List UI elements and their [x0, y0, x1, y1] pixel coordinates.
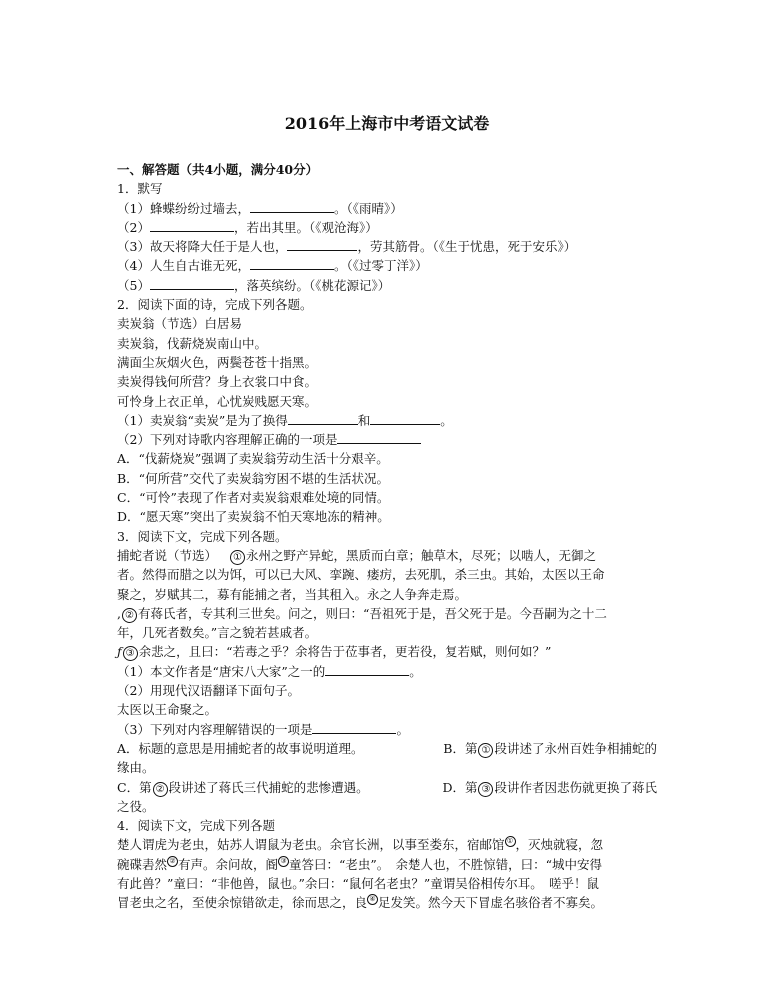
passage-line: 捕蛇者说（节选） ① 永州之野产异蛇，黑质而白章；触草木，尽死；以啮人，无御之 [117, 547, 596, 563]
q1-item-3: （3）故天将降大任于是人也， ，劳其筋骨。（《生于忧患，死于安乐》） [117, 239, 577, 255]
section-heading: 一、解答题（共4小题，满分40分） [117, 162, 319, 177]
poem-title: 卖炭翁（节选）白居易 [117, 316, 243, 332]
q3-sub-3: （3）下列对内容理解错误的一项是 。 [117, 721, 409, 737]
q3-translate-sentence: 太医以王命聚之。 [117, 702, 218, 718]
passage-line: 聚之，岁赋其二，募有能捕之者，当其租入。永之人争奔走焉。 [117, 586, 468, 602]
q3-option-d-cont: 之役。 [117, 798, 155, 814]
answer-blank[interactable] [287, 238, 357, 251]
poem-line: 卖炭得钱何所营？身上衣裳口中食。 [117, 374, 318, 390]
q1-item-1: （1）蜂蝶纷纷过墙去， 。（《雨晴》） [117, 200, 403, 216]
passage-line: , ② 有蒋氏者，专其利三世矣。问之，则曰：“吾祖死于是，吾父死于是。今吾嗣为之十二 [117, 605, 607, 621]
q1-item-4: （4）人生自古谁无死， 。（《过零丁洋》） [117, 258, 428, 274]
passage-line: 楚人谓虎为老虫，姑苏人谓鼠为老虫。余官长洲，以事至娄东，宿邮馆 ① ，灭烛就寝，忽 [117, 837, 604, 853]
q3-options-ab [117, 739, 657, 758]
poem-line: 可怜身上衣正单，心忧炭贱愿天寒。 [117, 393, 318, 409]
page-title: 2016年上海市中考语文试卷 [284, 114, 490, 133]
q1-item-5: （5） ，落英缤纷。（《桃花源记》） [117, 277, 391, 293]
passage-line: ƒ ③ 余悲之，且曰：“若毒之乎？余将告于莅事者，更若役，复若赋，则何如？” [117, 644, 552, 660]
q2-sub-1: （1）卖炭翁“卖炭”是为了换得 和 。 [117, 412, 453, 428]
answer-blank[interactable] [312, 721, 396, 734]
poem-line: 满面尘灰烟火色，两鬓苍苍十指黑。 [117, 354, 318, 370]
answer-blank[interactable] [250, 200, 334, 213]
passage-line: 者。然得而腊之以为饵，可以已大风、挛踠、瘘疠，去死肌，杀三虫。其始，太医以王命 [117, 567, 605, 583]
answer-blank[interactable] [150, 277, 234, 290]
q2-option-c[interactable]: C．“可怜”表现了作者对卖炭翁艰难处境的同情。 [117, 490, 390, 506]
answer-blank[interactable] [337, 431, 421, 444]
q3-option-d[interactable]: D．第 ③ 段讲作者因悲伤就更换了蒋氏 [442, 779, 657, 795]
q2-option-b[interactable]: B．“何所营”交代了卖炭翁穷困不堪的生活状况。 [117, 470, 389, 486]
q3-heading: 3．阅读下文，完成下列各题。 [117, 528, 288, 544]
answer-blank[interactable] [288, 412, 358, 425]
q3-option-c[interactable]: C．第 ② 段讲述了蒋氏三代捕蛇的悲惨遭遇。 [117, 779, 369, 795]
passage-line: 有此兽？”童曰：“非他兽，鼠也。”余曰：“鼠何名老虫？”童谓吴俗相传尔耳。 嗟乎！鼠 [117, 875, 599, 891]
answer-blank[interactable] [325, 663, 409, 676]
passage-line: 碗碟砉然 ② 有声。余问故，阍 ③ 童答曰：“老虫”。 余楚人也，不胜惊错，曰：“城中安得 [117, 856, 602, 872]
q3-sub-2: （2）用现代汉语翻译下面句子。 [117, 683, 300, 699]
passage-line: 冒老虫之名，至使余惊错欲走，徐而思之，良 ④ 足发笑。然今天下冒虚名骇俗者不寡矣。 [117, 895, 604, 911]
q2-option-d[interactable]: D．“愿天寒”突出了卖炭翁不怕天寒地冻的精神。 [117, 509, 390, 525]
q1-heading: 1．默写 [117, 181, 163, 197]
answer-blank[interactable] [370, 412, 440, 425]
q2-option-a[interactable]: A．“伐薪烧炭”强调了卖炭翁劳动生活十分艰辛。 [117, 451, 389, 467]
document-body [117, 160, 657, 913]
q3-option-a[interactable]: A．标题的意思是用捕蛇者的故事说明道理。 [117, 740, 364, 756]
q3-option-b-cont: 缘由。 [117, 760, 155, 776]
q1-item-2: （2） ，若出其里。（《观沧海》） [117, 219, 378, 235]
paragraph-mark-1: ① [230, 550, 245, 565]
footnote-mark-3: ③ [278, 856, 289, 867]
q4-heading: 4．阅读下文，完成下列各题 [117, 818, 275, 834]
paragraph-mark-2: ② [122, 608, 137, 623]
footnote-mark-1: ① [505, 836, 516, 847]
q2-heading: 2．阅读下面的诗，完成下列各题。 [117, 297, 313, 313]
passage-line: 年，几死者数矣。”言之貌若甚戚者。 [117, 625, 318, 641]
footnote-mark-4: ④ [367, 894, 378, 905]
answer-blank[interactable] [150, 219, 234, 232]
paragraph-mark-3: ③ [123, 646, 138, 661]
answer-blank[interactable] [250, 257, 334, 270]
q3-option-b[interactable]: B．第 ① 段讲述了永州百姓争相捕蛇的 [443, 740, 657, 756]
poem-line: 卖炭翁，伐薪烧炭南山中。 [117, 335, 268, 351]
q3-sub-1: （1）本文作者是“唐宋八大家”之一的 。 [117, 663, 422, 679]
q2-sub-2: （2）下列对诗歌内容理解正确的一项是 [117, 430, 657, 449]
footnote-mark-2: ② [167, 856, 178, 867]
q3-options-cd [117, 778, 657, 797]
